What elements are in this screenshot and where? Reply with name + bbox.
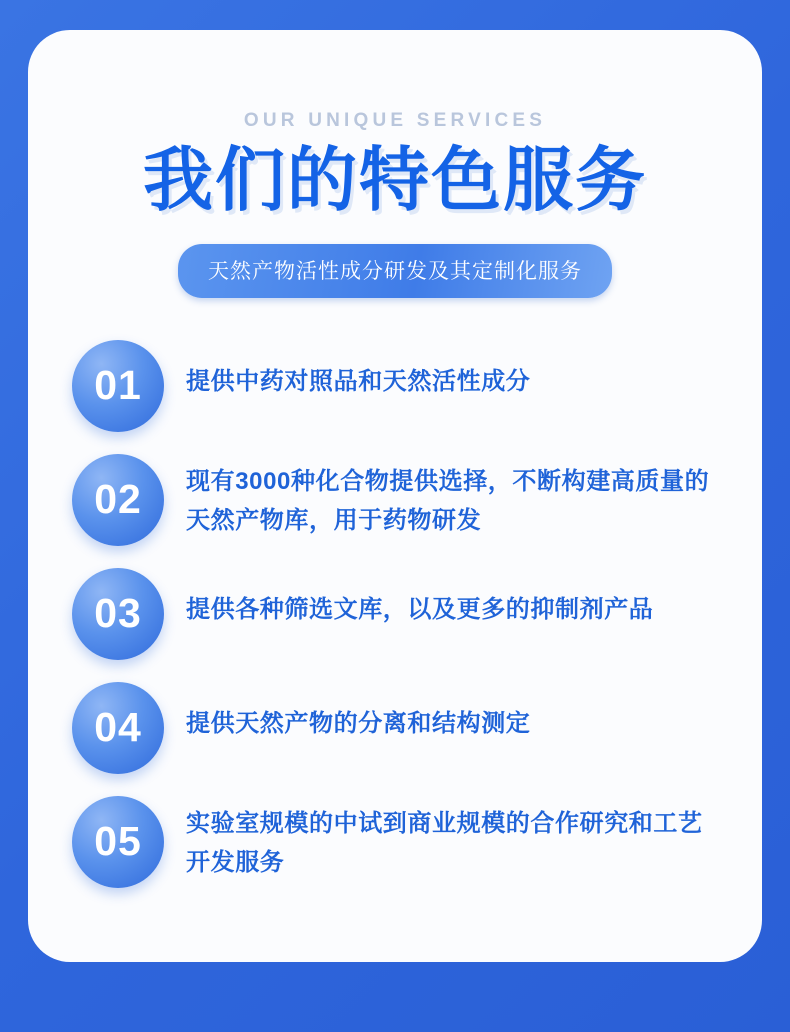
item-text: 提供中药对照品和天然活性成分 [186,367,531,395]
item-number-badge: 05 [72,796,164,888]
service-list [28,340,762,888]
page-title: 我们的特色服务 [143,141,647,219]
list-item [72,682,718,774]
eyebrow-text: OUR UNIQUE SERVICES [243,110,547,131]
item-text: 提供天然产物的分离和结构测定 [186,709,531,737]
item-text: 提供各种筛选文库，以及更多的抑制剂产品 [186,595,654,623]
item-number-badge: 04 [72,682,164,774]
content-card [28,30,762,962]
item-text: 实验室规模的中试到商业规模的合作研究和工艺开发服务 [186,809,703,877]
subtitle-pill: 天然产物活性成分研发及其定制化服务 [178,244,612,298]
item-text: 现有3000种化合物提供选择，不断构建高质量的天然产物库，用于药物研发 [186,467,710,535]
item-number-badge: 01 [72,340,164,432]
list-item [72,340,718,432]
item-number-badge: 03 [72,568,164,660]
poster-header [28,30,762,298]
item-number-badge: 02 [72,454,164,546]
list-item [72,796,718,888]
list-item [72,568,718,660]
list-item [72,454,718,546]
